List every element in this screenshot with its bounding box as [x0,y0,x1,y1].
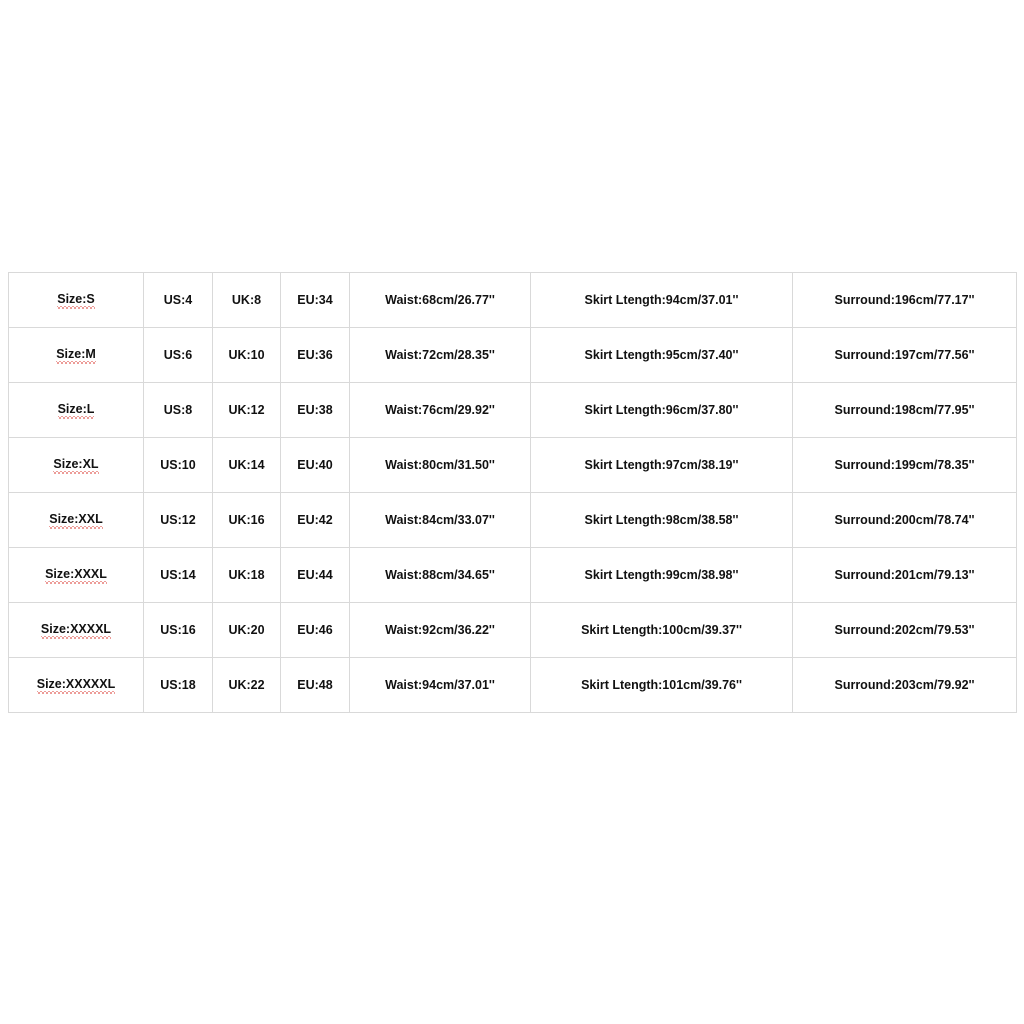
cell-us: US:6 [144,328,213,383]
table-row [9,658,1017,713]
table-row [9,603,1017,658]
cell-surround: Surround:203cm/79.92'' [793,658,1017,713]
size-label: Size:XXXXXL [36,677,116,691]
cell-us: US:14 [144,548,213,603]
cell-skirt-length: Skirt Ltength:94cm/37.01'' [531,273,793,328]
cell-uk: UK:22 [213,658,281,713]
size-label: Size:XXL [49,512,103,526]
size-chart-table [8,272,1017,713]
cell-eu: EU:46 [281,603,350,658]
cell-uk: UK:18 [213,548,281,603]
cell-uk: UK:10 [213,328,281,383]
cell-us: US:16 [144,603,213,658]
cell-skirt-length: Skirt Ltength:99cm/38.98'' [531,548,793,603]
cell-surround: Surround:196cm/77.17'' [793,273,1017,328]
table-row [9,438,1017,493]
table-row [9,383,1017,438]
cell-eu: EU:38 [281,383,350,438]
cell-size [9,328,144,383]
size-label: Size:XXXL [45,567,107,581]
table-row [9,273,1017,328]
cell-size [9,548,144,603]
cell-size [9,438,144,493]
cell-waist: Waist:72cm/28.35'' [350,328,531,383]
cell-us: US:10 [144,438,213,493]
cell-surround: Surround:201cm/79.13'' [793,548,1017,603]
size-label: Size:M [56,347,96,361]
cell-size [9,493,144,548]
table-row [9,548,1017,603]
cell-eu: EU:42 [281,493,350,548]
size-chart-container [8,272,1016,713]
table-row [9,328,1017,383]
cell-uk: UK:12 [213,383,281,438]
cell-skirt-length: Skirt Ltength:98cm/38.58'' [531,493,793,548]
cell-waist: Waist:88cm/34.65'' [350,548,531,603]
size-label: Size:L [57,402,95,416]
cell-waist: Waist:92cm/36.22'' [350,603,531,658]
cell-size [9,603,144,658]
cell-us: US:8 [144,383,213,438]
cell-skirt-length: Skirt Ltength:100cm/39.37'' [531,603,793,658]
cell-uk: UK:20 [213,603,281,658]
cell-us: US:12 [144,493,213,548]
cell-eu: EU:34 [281,273,350,328]
cell-surround: Surround:197cm/77.56'' [793,328,1017,383]
cell-waist: Waist:68cm/26.77'' [350,273,531,328]
cell-skirt-length: Skirt Ltength:101cm/39.76'' [531,658,793,713]
cell-size [9,658,144,713]
size-label: Size:XL [53,457,99,471]
cell-waist: Waist:80cm/31.50'' [350,438,531,493]
size-label: Size:XXXXL [40,622,112,636]
cell-waist: Waist:84cm/33.07'' [350,493,531,548]
cell-surround: Surround:199cm/78.35'' [793,438,1017,493]
cell-eu: EU:48 [281,658,350,713]
cell-uk: UK:14 [213,438,281,493]
cell-skirt-length: Skirt Ltength:96cm/37.80'' [531,383,793,438]
cell-skirt-length: Skirt Ltength:95cm/37.40'' [531,328,793,383]
cell-us: US:18 [144,658,213,713]
cell-skirt-length: Skirt Ltength:97cm/38.19'' [531,438,793,493]
cell-us: US:4 [144,273,213,328]
cell-surround: Surround:200cm/78.74'' [793,493,1017,548]
cell-size [9,383,144,438]
cell-waist: Waist:94cm/37.01'' [350,658,531,713]
cell-eu: EU:44 [281,548,350,603]
cell-size [9,273,144,328]
cell-eu: EU:36 [281,328,350,383]
cell-eu: EU:40 [281,438,350,493]
cell-uk: UK:8 [213,273,281,328]
table-row [9,493,1017,548]
cell-uk: UK:16 [213,493,281,548]
cell-surround: Surround:202cm/79.53'' [793,603,1017,658]
cell-surround: Surround:198cm/77.95'' [793,383,1017,438]
size-label: Size:S [57,292,95,306]
cell-waist: Waist:76cm/29.92'' [350,383,531,438]
size-chart-body [9,273,1017,713]
